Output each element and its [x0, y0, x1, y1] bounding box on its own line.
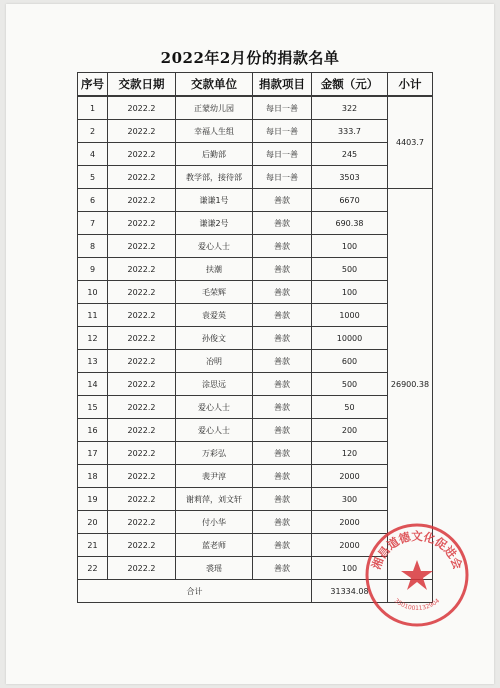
table-row [78, 419, 433, 442]
row-item: 善款 [253, 258, 312, 281]
row-item: 善款 [253, 327, 312, 350]
row-no: 22 [78, 557, 108, 580]
row-item: 善款 [253, 465, 312, 488]
row-amount: 1000 [312, 304, 388, 327]
row-no: 20 [78, 511, 108, 534]
row-unit: 裘瑶 [176, 557, 253, 580]
row-amount: 50 [312, 396, 388, 419]
row-amount: 200 [312, 419, 388, 442]
row-unit: 蓝老师 [176, 534, 253, 557]
row-date: 2022.2 [108, 373, 176, 396]
row-date: 2022.2 [108, 557, 176, 580]
row-unit: 冶明 [176, 350, 253, 373]
header-row [78, 73, 433, 97]
row-unit: 爱心人士 [176, 235, 253, 258]
row-amount: 322 [312, 96, 388, 120]
row-item: 善款 [253, 350, 312, 373]
row-unit: 付小华 [176, 511, 253, 534]
row-unit: 袁爱英 [176, 304, 253, 327]
row-amount: 2000 [312, 534, 388, 557]
row-date: 2022.2 [108, 189, 176, 212]
total-value: 31334.08 [312, 580, 388, 603]
row-date: 2022.2 [108, 465, 176, 488]
row-amount: 3503 [312, 166, 388, 189]
row-no: 8 [78, 235, 108, 258]
table-row [78, 281, 433, 304]
row-unit: 扶潮 [176, 258, 253, 281]
header-amount: 金额（元） [312, 73, 388, 97]
row-amount: 100 [312, 281, 388, 304]
row-no: 16 [78, 419, 108, 442]
row-amount: 100 [312, 235, 388, 258]
row-no: 19 [78, 488, 108, 511]
row-amount: 600 [312, 350, 388, 373]
row-date: 2022.2 [108, 488, 176, 511]
row-date: 2022.2 [108, 166, 176, 189]
row-amount: 100 [312, 557, 388, 580]
organization-seal [362, 520, 472, 630]
total-label: 合计 [78, 580, 312, 603]
table-row [78, 350, 433, 373]
table-row [78, 212, 433, 235]
row-date: 2022.2 [108, 143, 176, 166]
row-item: 善款 [253, 557, 312, 580]
seal-number-path: 3501001132904 [392, 597, 442, 613]
row-item: 善款 [253, 396, 312, 419]
row-amount: 6670 [312, 189, 388, 212]
row-no: 12 [78, 327, 108, 350]
seal-star-icon [401, 560, 433, 590]
row-date: 2022.2 [108, 304, 176, 327]
row-date: 2022.2 [108, 235, 176, 258]
row-item: 善款 [253, 534, 312, 557]
row-unit: 涂思远 [176, 373, 253, 396]
row-date: 2022.2 [108, 120, 176, 143]
row-date: 2022.2 [108, 96, 176, 120]
row-no: 13 [78, 350, 108, 373]
row-item: 每日一善 [253, 166, 312, 189]
row-amount: 690.38 [312, 212, 388, 235]
header-date: 交款日期 [108, 73, 176, 97]
row-no: 2 [78, 120, 108, 143]
row-amount: 300 [312, 488, 388, 511]
row-no: 10 [78, 281, 108, 304]
table-row [78, 143, 433, 166]
header-subtotal: 小计 [388, 73, 433, 97]
header-unit: 交款单位 [176, 73, 253, 97]
row-no: 15 [78, 396, 108, 419]
row-item: 善款 [253, 511, 312, 534]
row-unit: 谦谦1号 [176, 189, 253, 212]
row-date: 2022.2 [108, 442, 176, 465]
row-no: 1 [78, 96, 108, 120]
row-item: 善款 [253, 442, 312, 465]
row-date: 2022.2 [108, 396, 176, 419]
row-date: 2022.2 [108, 419, 176, 442]
row-amount: 2000 [312, 465, 388, 488]
table-row [78, 465, 433, 488]
row-unit: 孙俊文 [176, 327, 253, 350]
row-amount: 333.7 [312, 120, 388, 143]
table-row [78, 96, 433, 120]
row-item: 每日一善 [253, 120, 312, 143]
row-item: 善款 [253, 373, 312, 396]
row-no: 17 [78, 442, 108, 465]
row-item: 善款 [253, 419, 312, 442]
row-amount: 120 [312, 442, 388, 465]
row-no: 18 [78, 465, 108, 488]
row-no: 7 [78, 212, 108, 235]
row-unit: 后勤部 [176, 143, 253, 166]
table-row [78, 166, 433, 189]
row-amount: 500 [312, 373, 388, 396]
row-no: 4 [78, 143, 108, 166]
row-unit: 万彩弘 [176, 442, 253, 465]
row-amount: 500 [312, 258, 388, 281]
table-row [78, 327, 433, 350]
header-item: 捐款项目 [253, 73, 312, 97]
table-row [78, 442, 433, 465]
row-no: 5 [78, 166, 108, 189]
row-amount: 2000 [312, 511, 388, 534]
seal-text-path: 湘昌道德文化促进会 [369, 529, 465, 572]
row-item: 善款 [253, 488, 312, 511]
row-no: 14 [78, 373, 108, 396]
row-no: 9 [78, 258, 108, 281]
row-amount: 10000 [312, 327, 388, 350]
row-item: 善款 [253, 304, 312, 327]
table-row [78, 396, 433, 419]
row-unit: 谦谦2号 [176, 212, 253, 235]
row-unit: 正蒙幼儿园 [176, 96, 253, 120]
row-amount: 245 [312, 143, 388, 166]
row-unit: 爱心人士 [176, 419, 253, 442]
row-no: 6 [78, 189, 108, 212]
row-date: 2022.2 [108, 534, 176, 557]
row-unit: 幸福人生组 [176, 120, 253, 143]
row-date: 2022.2 [108, 281, 176, 304]
row-unit: 谢莉萍，刘文轩 [176, 488, 253, 511]
table-row [78, 373, 433, 396]
subtotal-cell: 26900.38 [388, 189, 433, 580]
subtotal-cell: 4403.7 [388, 96, 433, 189]
row-item: 善款 [253, 281, 312, 304]
row-unit: 爱心人士 [176, 396, 253, 419]
row-unit: 毛荣辉 [176, 281, 253, 304]
row-item: 每日一善 [253, 96, 312, 120]
table-row [78, 304, 433, 327]
row-unit: 教学部，接待部 [176, 166, 253, 189]
row-date: 2022.2 [108, 258, 176, 281]
header-no: 序号 [78, 73, 108, 97]
row-item: 善款 [253, 189, 312, 212]
row-item: 善款 [253, 212, 312, 235]
table-row [78, 488, 433, 511]
table-row [78, 235, 433, 258]
page-title: 2022年2月份的捐款名单 [160, 49, 340, 67]
row-no: 11 [78, 304, 108, 327]
seal-number [393, 597, 441, 612]
row-item: 每日一善 [253, 143, 312, 166]
table-row [78, 189, 433, 212]
row-date: 2022.2 [108, 350, 176, 373]
row-no: 21 [78, 534, 108, 557]
table-row [78, 120, 433, 143]
row-unit: 裴尹淳 [176, 465, 253, 488]
row-date: 2022.2 [108, 511, 176, 534]
row-date: 2022.2 [108, 212, 176, 235]
row-item: 善款 [253, 235, 312, 258]
table-row [78, 258, 433, 281]
row-date: 2022.2 [108, 327, 176, 350]
